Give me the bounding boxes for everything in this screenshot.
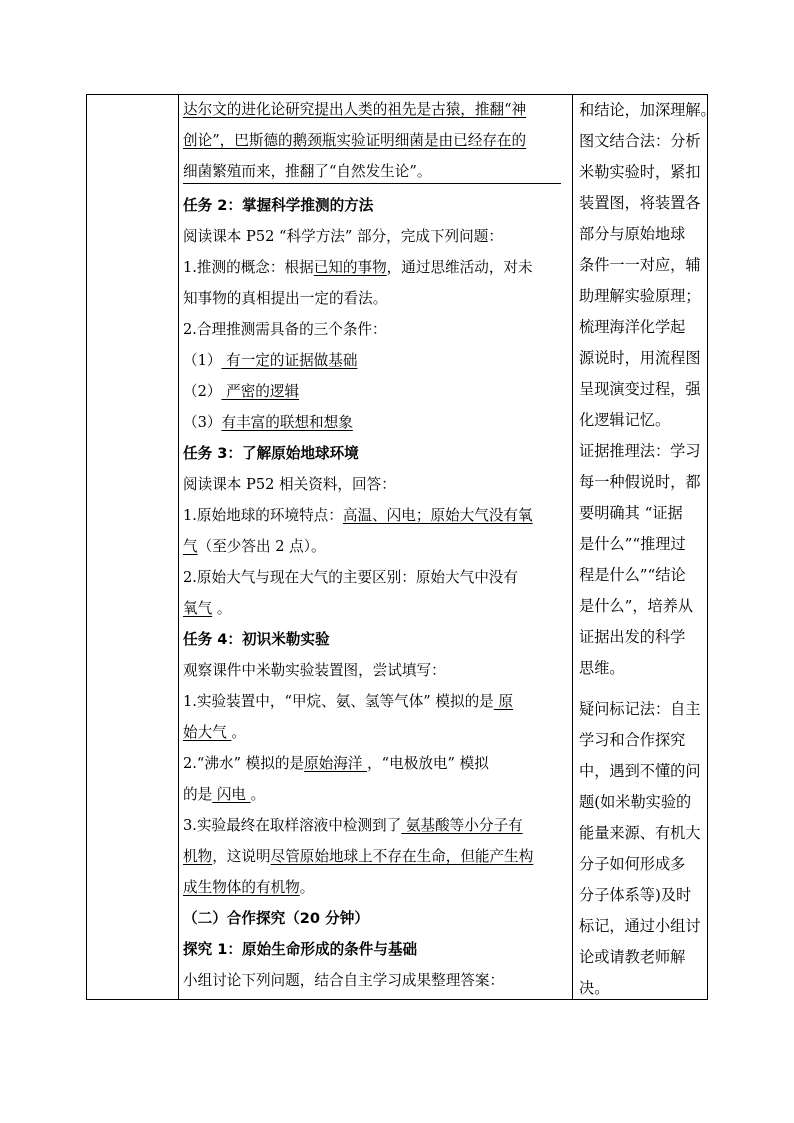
method-line: 能量来源、有机大: [579, 824, 701, 842]
column-divider-left: [178, 95, 179, 999]
method-line: 条件一一对应，辅: [579, 256, 701, 274]
text-line: 达尔文的进化论研究提出人类的祖先是古猿，推翻“神: [183, 101, 527, 118]
text-line: 3.实验最终在取样溶液中检测到了 氨基酸等小分子有: [183, 817, 523, 834]
method-line: 装置图，将装置各: [579, 194, 701, 212]
text-line: 创论”，巴斯德的鹅颈瓶实验证明细菌是由已经存在的: [183, 132, 527, 149]
text-line: 2.“沸水” 模拟的是原始海洋 ，“电极放电” 模拟: [183, 755, 489, 772]
method-line: 要明确其 “证据: [579, 504, 683, 522]
method-line: 助理解实验原理；: [579, 287, 701, 305]
method-line: 思维。: [579, 659, 625, 677]
task3-heading: 任务 3：了解原始地球环境: [183, 445, 359, 462]
text-line: （1） 有一定的证据做基础: [183, 352, 358, 369]
method-line: 部分与原始地球: [579, 225, 686, 243]
method-line: 呈现演变过程，强: [579, 380, 701, 398]
method-line: 是什么”“推理过: [579, 535, 686, 553]
text-line: 1.推测的概念：根据已知的事物，通过思维活动，对未: [183, 259, 533, 276]
lesson-plan-table: [86, 94, 716, 1000]
text-line: 观察课件中米勒实验装置图，尝试填写：: [183, 662, 446, 679]
task4-heading: 任务 4：初识米勒实验: [183, 631, 330, 648]
method-line: 分子体系等)及时: [579, 886, 692, 904]
method-line: 学习和合作探究: [579, 731, 686, 749]
method-line: 决。: [579, 979, 610, 997]
method-line: 源说时，用流程图: [579, 349, 701, 367]
text-line: 细菌繁殖而来，推翻了“自然发生论”。: [183, 163, 432, 180]
text-line: 机物，这说明尽管原始地球上不存在生命，但能产生构: [183, 848, 534, 865]
text-line: （3）有丰富的联想和想象: [183, 414, 353, 431]
text-line: 1.原始地球的环境特点：高温、闪电；原始大气没有氧: [183, 507, 533, 524]
text-line: 始大气 。: [183, 724, 247, 741]
text-line: 2.合理推测需具备的三个条件：: [183, 321, 387, 338]
column-divider-right: [572, 95, 573, 999]
method-line: 程是什么”“结论: [579, 566, 686, 584]
text-line: 成生物体的有机物。: [183, 879, 315, 896]
task2-heading: 任务 2：掌握科学推测的方法: [183, 197, 374, 214]
method-line: 中，遇到不懂的问: [579, 762, 701, 780]
method-line: 证据出发的科学: [579, 628, 686, 646]
text-line: （2） 严密的逻辑: [183, 383, 300, 400]
text-line: 小组讨论下列问题，结合自主学习成果整理答案：: [183, 972, 505, 989]
method-line: 分子如何形成多: [579, 855, 686, 873]
method-line: 米勒实验时，紧扣: [579, 163, 701, 181]
text-line: 阅读课本 P52 “科学方法” 部分，完成下列问题：: [183, 228, 503, 245]
method-line: 化逻辑记忆。: [579, 411, 671, 429]
method-line: 是什么”，培养从: [579, 597, 694, 615]
method-line: 梳理海洋化学起: [579, 318, 686, 336]
text-line: 知事物的真相提出一定的看法。: [183, 290, 388, 307]
text-line: 的是 闪电 。: [183, 786, 266, 803]
method-line: 每一种假说时，都: [579, 473, 701, 491]
explore1-heading: 探究 1：原始生命形成的条件与基础: [183, 941, 418, 958]
method-line: 疑问标记法：自主: [579, 700, 701, 718]
text-line: 2.原始大气与现在大气的主要区别：原始大气中没有: [183, 569, 518, 586]
method-line: 题(如米勒实验的: [579, 793, 692, 811]
method-line: 论或请教老师解: [579, 948, 686, 966]
answer-underline: [183, 183, 561, 184]
cooperative-inquiry-heading: （二）合作探究（20 分钟）: [183, 910, 369, 927]
text-line: 1.实验装置中，“甲烷、氨、氢等气体” 模拟的是 原: [183, 693, 514, 710]
text-line: 气（至少答出 2 点）。: [183, 538, 326, 555]
method-line: 标记，通过小组讨: [579, 917, 701, 935]
method-line: 图文结合法：分析: [579, 132, 701, 150]
method-line: 和结论，加深理解。: [579, 101, 716, 119]
text-line: 阅读课本 P52 相关资料，回答：: [183, 476, 396, 493]
text-line: 氧气 。: [183, 600, 232, 617]
method-line: 证据推理法：学习: [579, 442, 701, 460]
